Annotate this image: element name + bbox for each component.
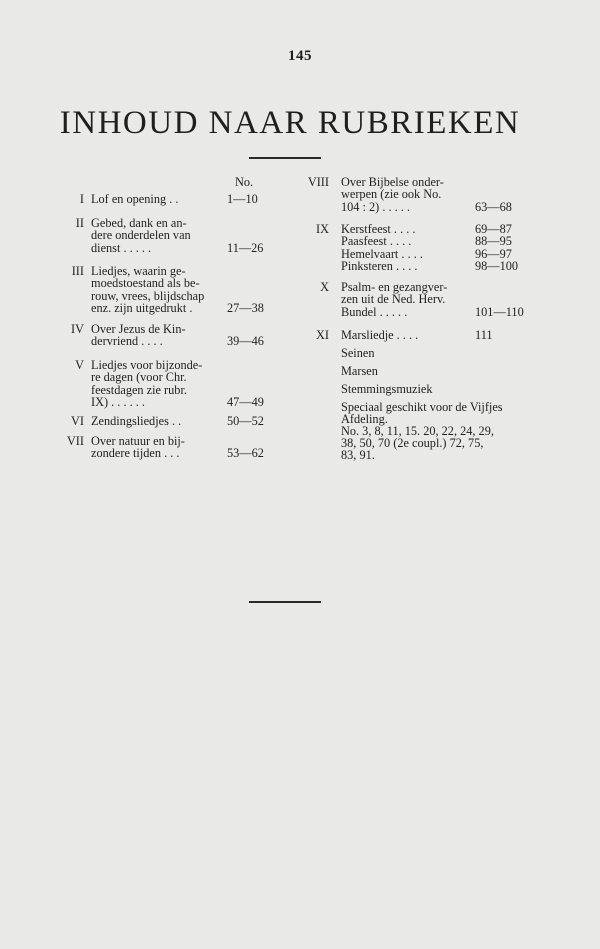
entry-text [91, 217, 233, 254]
entry-line: Over natuur en bij- [91, 434, 185, 448]
entry-line: Psalm- en gezangver- [341, 280, 448, 294]
entry-number: VII [66, 434, 84, 448]
entry-line: dere onderdelen van [91, 228, 191, 243]
entry-text [341, 329, 466, 341]
entry-line: zondere tijden . . . [91, 446, 180, 461]
extra-marsen: Marsen [341, 364, 378, 378]
entry-number: VI [71, 414, 84, 428]
entry-pages: 1—10 [227, 192, 258, 206]
extra-stemmingsmuziek: Stemmingsmuziek [341, 382, 433, 396]
page-number: 145 [288, 48, 312, 64]
bottom-rule [249, 601, 321, 603]
entry-line: werpen (zie ook No. [341, 187, 442, 202]
entry-text [91, 415, 233, 427]
entry-number: IV [71, 322, 84, 336]
entry-number: II [75, 216, 84, 230]
top-rule [249, 157, 321, 159]
entry-line: Over Bijbelse onder- [341, 175, 444, 189]
subentry-pages: 88—95 [475, 234, 512, 249]
subentry-text: Paasfeest . . . . [341, 234, 412, 249]
entry-pages: 63—68 [475, 199, 512, 214]
entry-pages: 111 [475, 328, 493, 342]
entry-line: moedstoestand als be- [91, 276, 200, 291]
subentry-pages: 96—97 [475, 246, 512, 261]
extra-vijfjes-line: 38, 50, 70 (2e coupl.) 72, 75, [341, 436, 484, 450]
subentry [341, 260, 531, 272]
entry-text [91, 265, 233, 315]
entry-pages: 101—110 [475, 304, 524, 319]
entry-text [91, 359, 233, 409]
subentry-pages: 69—87 [475, 222, 512, 236]
entry-line: IX) . . . . . . [91, 395, 145, 410]
extra-vijfjes-line: 83, 91. [341, 448, 375, 462]
entry-text [91, 435, 233, 460]
entry-line: Lof en opening . . [91, 192, 179, 206]
subentry-text: Hemelvaart . . . . [341, 246, 423, 261]
page-title: INHOUD NAAR RUBRIEKEN [59, 105, 521, 141]
entry-pages: 27—38 [227, 301, 264, 316]
entry-line: Bundel . . . . . [341, 304, 408, 319]
entry-number: V [75, 358, 84, 372]
entry-line: Marsliedje . . . . [341, 328, 419, 342]
entry-line: dienst . . . . . [91, 240, 152, 255]
extra-seinen: Seinen [341, 346, 375, 360]
subentry-pages: 98—100 [475, 259, 519, 274]
entry-number: X [320, 280, 329, 294]
entry-number: III [71, 264, 84, 278]
entry-line: enz. zijn uitgedrukt . [91, 301, 193, 316]
entry-subentries [341, 223, 531, 273]
entry-line: Zendingsliedjes . . [91, 414, 182, 428]
extra-vijfjes-line: No. 3, 8, 11, 15. 20, 22, 24, 29, [341, 424, 494, 438]
extra-vijfjes-line: Afdeling. [341, 412, 388, 426]
entry-pages: 11—26 [227, 240, 264, 255]
extra-vijfjes-heading: Speciaal geschikt voor de Vijfjes [341, 400, 503, 414]
entry-text [341, 176, 466, 213]
entry-pages: 39—46 [227, 334, 264, 349]
entry-line: Gebed, dank en an- [91, 216, 187, 230]
subentry [341, 235, 531, 247]
entry-pages: 47—49 [227, 395, 264, 410]
entry-pages: 50—52 [227, 414, 264, 428]
entry-number: XI [316, 328, 329, 342]
entry-number: I [79, 192, 84, 206]
entry-number: VIII [307, 175, 329, 189]
entry-line: 104 : 2) . . . . . [341, 199, 410, 214]
entry-line: zen uit de Ned. Herv. [341, 292, 446, 307]
entry-line: Liedjes, waarin ge- [91, 264, 186, 278]
entry-pages: 53—62 [227, 446, 264, 461]
no-column-header: No. [235, 175, 254, 189]
entry-text [341, 281, 466, 318]
entry-line: re dagen (voor Chr. [91, 370, 187, 385]
entry-line: Over Jezus de Kin- [91, 322, 186, 336]
entry-line: Liedjes voor bijzonde- [91, 358, 203, 372]
subentry-text: Pinksteren . . . . [341, 259, 418, 274]
entry-line: rouw, vrees, blijdschap [91, 288, 205, 303]
entry-text [91, 323, 233, 348]
entry-text [91, 193, 233, 205]
subentry-text: Kerstfeest . . . . [341, 222, 416, 236]
entry-number: IX [316, 222, 329, 236]
entry-line: feestdagen zie rubr. [91, 382, 187, 397]
entry-line: dervriend . . . . [91, 334, 163, 349]
